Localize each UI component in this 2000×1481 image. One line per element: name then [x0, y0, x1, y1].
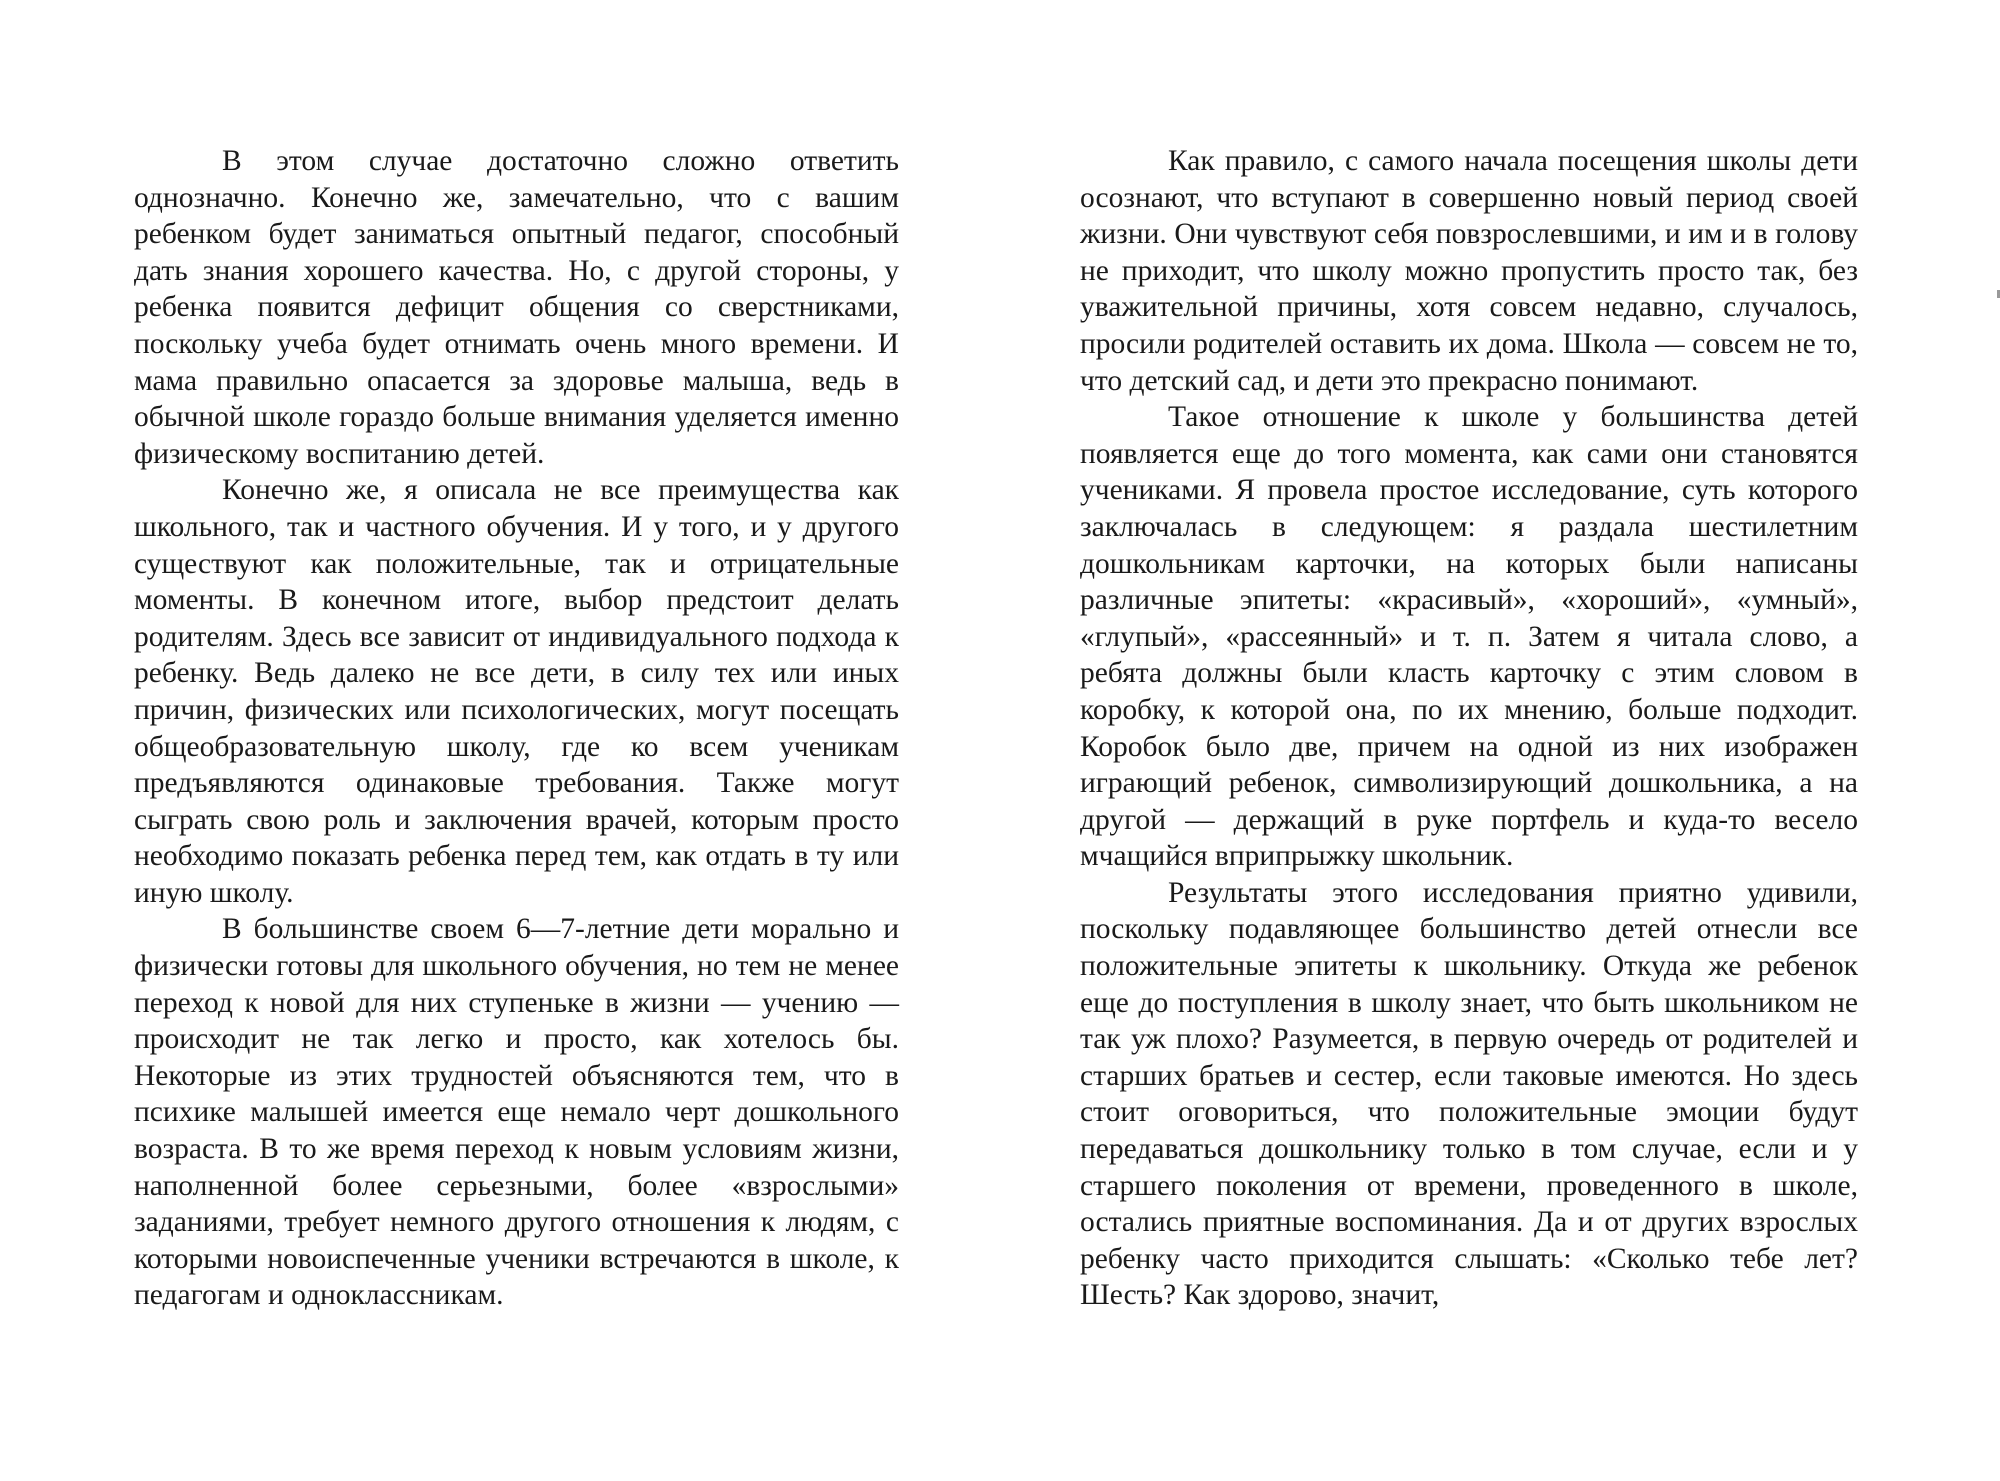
right-page [1080, 143, 1858, 1314]
left-paragraph-3: В большинстве своем 6—7-летние дети морально и физически готовы для школьного обучения, но тем не менее переход к новой для них ступеньке в жизни — учению — происходит не так легко и просто, как хотелось бы. Некоторые из этих трудностей объясняются тем, что в психике малышей имеется еще немало черт дошкольного возраста. В то же время переход к новым условиям жизни, наполненной более серьезными, более «взрослыми» заданиями, требует немного другого отношения к людям, с которыми новоиспеченные ученики встречаются в школе, к педагогам и одноклассникам. [134, 913, 899, 1312]
left-page [134, 143, 899, 1314]
right-paragraph-3: Результаты этого исследования приятно удивили, поскольку подавляющее большинство детей отнесли все положительные эпитеты к школьнику. Откуда же ребенок еще до поступления в школу знает, что быть школьником не так уж плохо? Разумеется, в первую очередь от родителей и старших братьев и сестер, если таковые имеются. Но здесь стоит оговориться, что положительные эмоции будут передаваться дошкольнику только в том случае, если и у старшего поколения от времени, проведенного в школе, остались приятные воспоминания. Да и от других взрослых ребенку часто приходится слышать: «Сколько тебе лет? Шесть? Как здорово, значит, [1080, 876, 1858, 1312]
right-paragraph-1: Как правило, с самого начала посещения школы дети осознают, что вступают в совершенно новый период своей жизни. Они чувствуют себя повзрослевшими, и им и в голову не приходит, что школу можно пропустить просто так, без уважительной причины, хотя совсем недавно, случалось, просили родителей оставить их дома. Школа — совсем не то, что детский сад, и дети это прекрасно понимают. [1080, 145, 1858, 397]
left-paragraph-1: В этом случае достаточно сложно ответить однозначно. Конечно же, замечательно, что с вашим ребенком будет заниматься опытный педагог, способный дать знания хорошего качества. Но, с другой стороны, у ребенка появится дефицит общения со сверстниками, поскольку учеба будет отнимать очень много времени. И мама правильно опасается за здоровье малыша, ведь в обычной школе гораздо больше внимания уделяется именно физическому воспитанию детей. [134, 145, 899, 470]
left-paragraph-2: Конечно же, я описала не все преимущества как школьного, так и частного обучения. И у того, и у другого существуют как положительные, так и отрицательные моменты. В конечном итоге, выбор предстоит делать родителям. Здесь все зависит от индивидуального подхода к ребенку. Ведь далеко не все дети, в силу тех или иных причин, физических или психологических, могут посещать общеобразовательную школу, где ко всем ученикам предъявляются одинаковые требования. Также могут сыграть свою роль и заключения врачей, которым просто необходимо показать ребенка перед тем, как отдать в ту или иную школу. [134, 474, 899, 909]
right-paragraph-2: Такое отношение к школе у большинства детей появляется еще до того момента, как сами они становятся учениками. Я провела простое исследование, суть которого заключалась в следующем: я раздала шестилетним дошкольникам карточки, на которых были написаны различные эпитеты: «красивый», «хороший», «умный», «глупый», «рассеянный» и т. п. Затем я читала слово, а ребята должны были класть карточку с этим словом в коробку, к которой она, по их мнению, больше подходит. Коробок было две, причем на одной из них изображен играющий ребенок, символизирующий дошкольника, а на другой — держащий в руке портфель и куда-то весело мчащийся вприпрыжку школьник. [1080, 401, 1858, 873]
